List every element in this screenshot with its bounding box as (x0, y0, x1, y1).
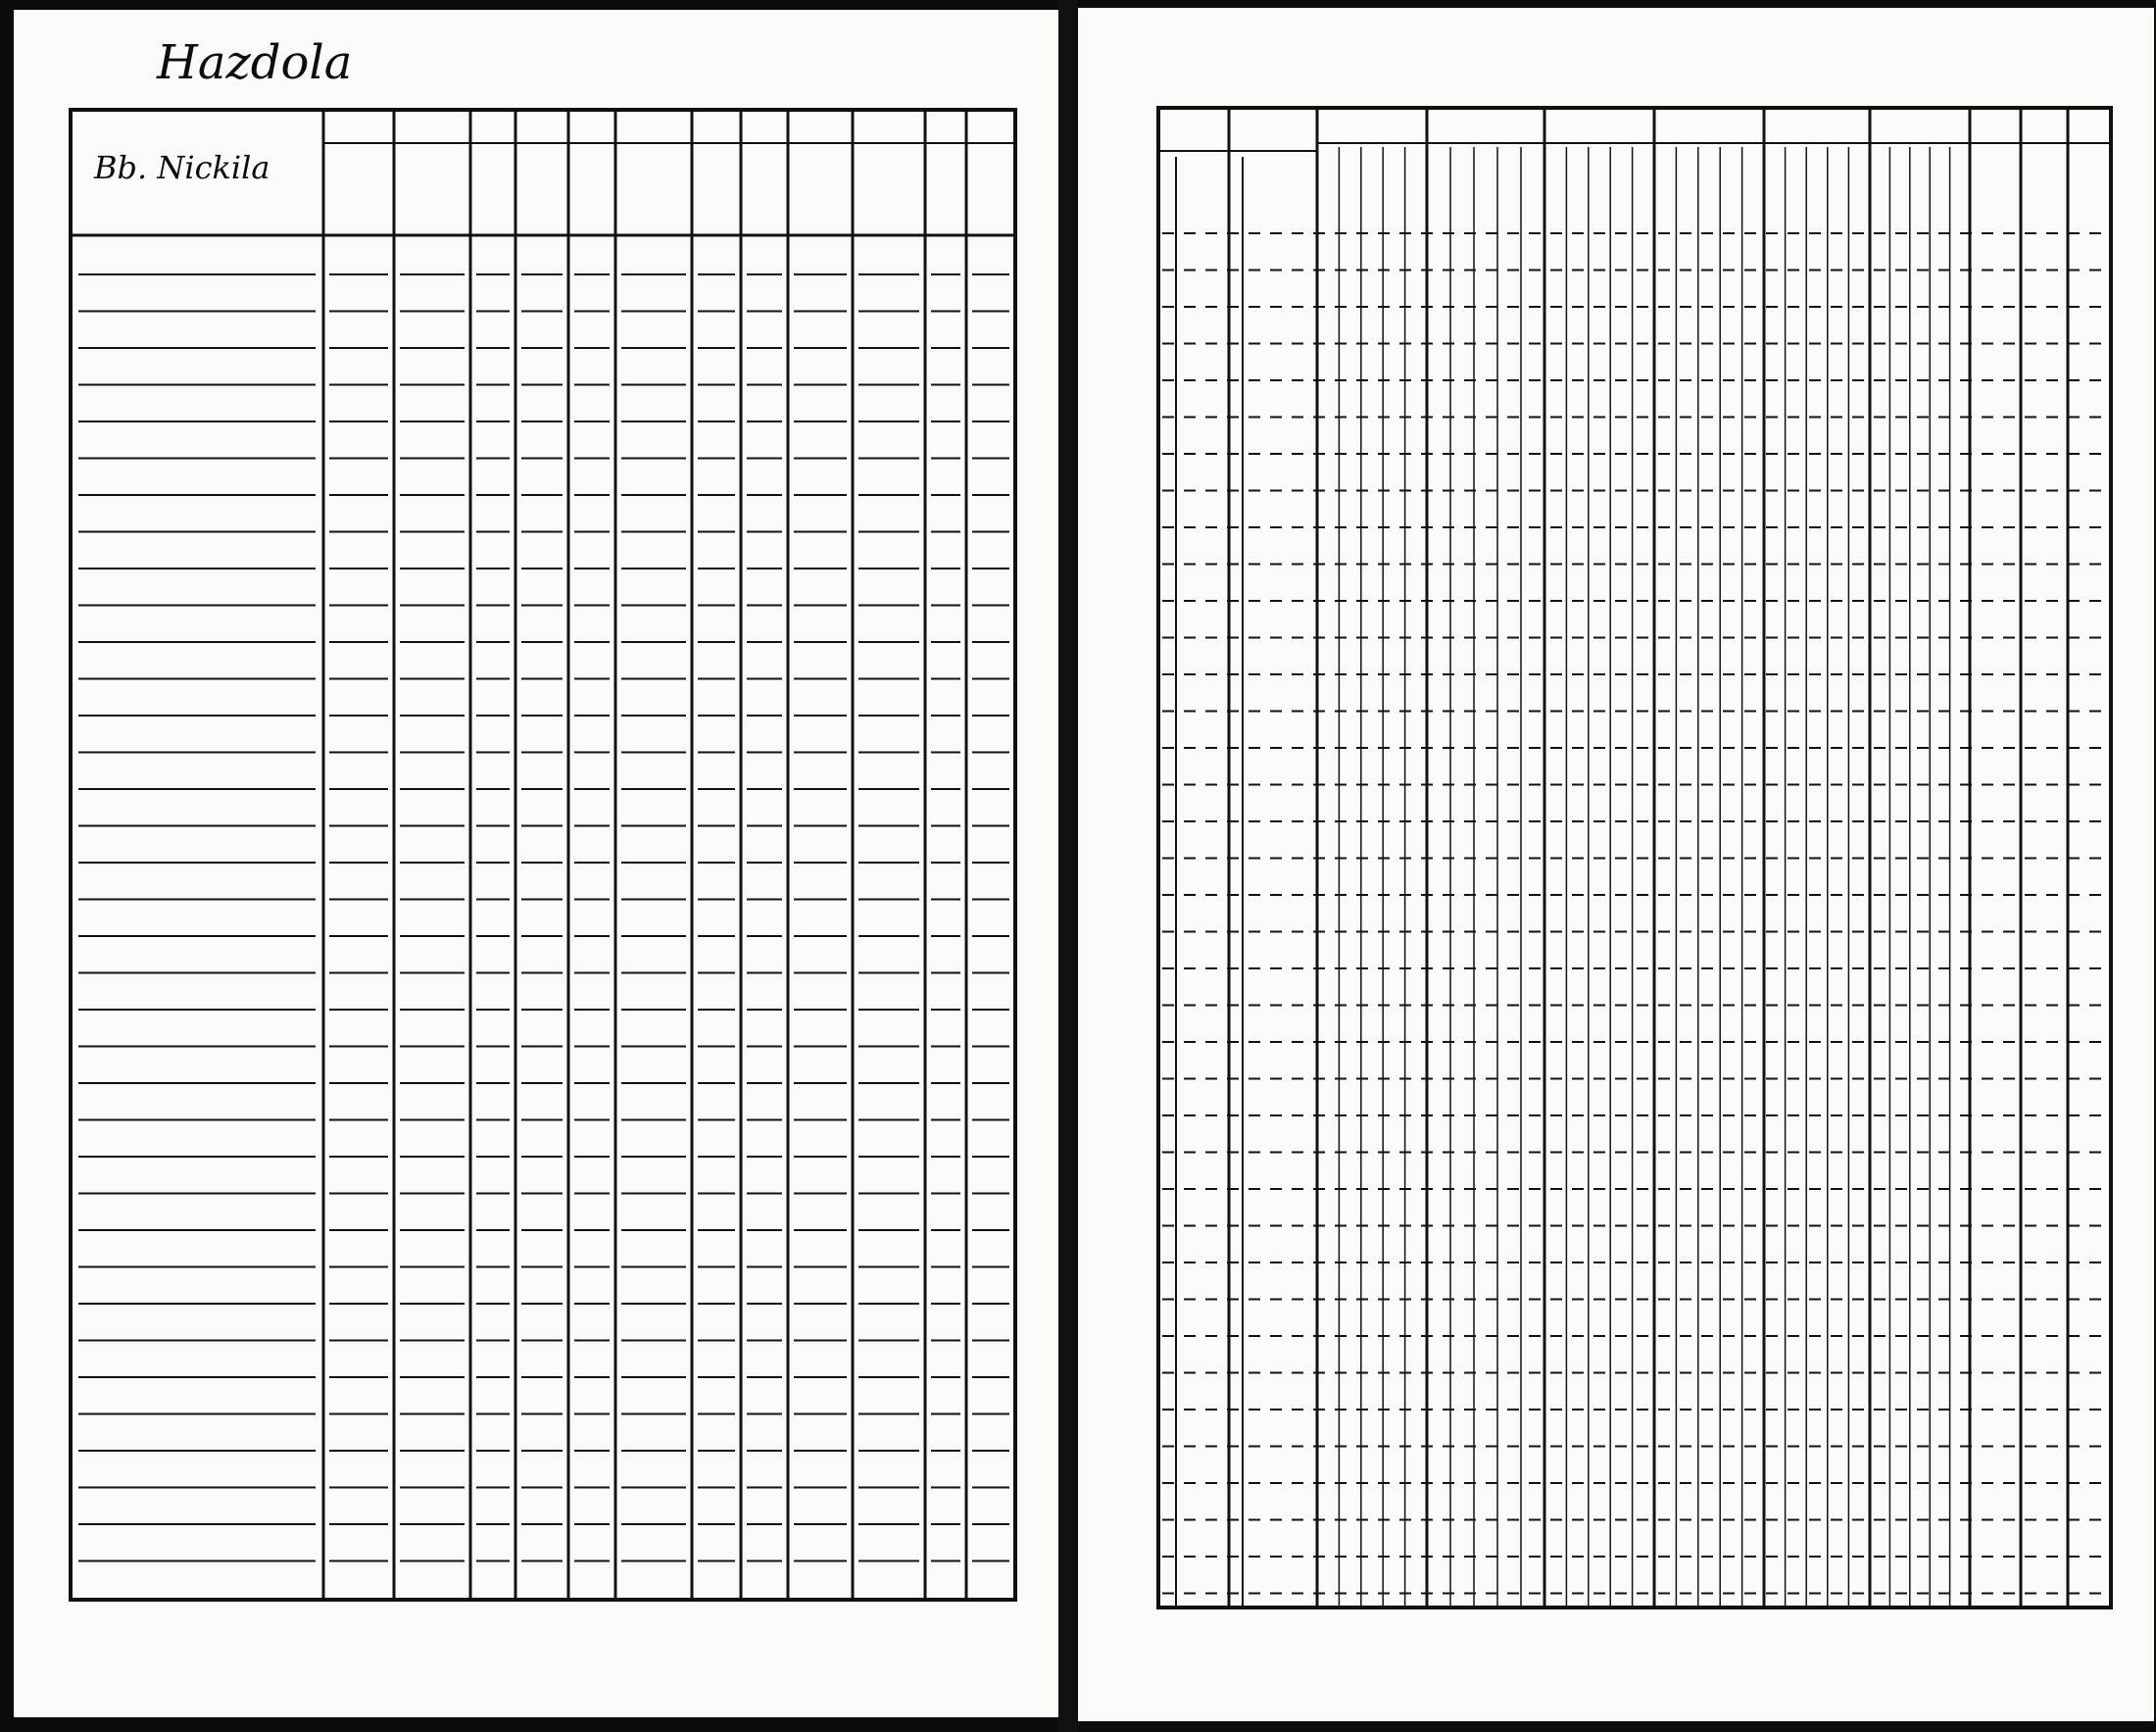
household-title: Bb. Nickila (94, 149, 270, 186)
village-name: Hazdola (157, 35, 353, 90)
